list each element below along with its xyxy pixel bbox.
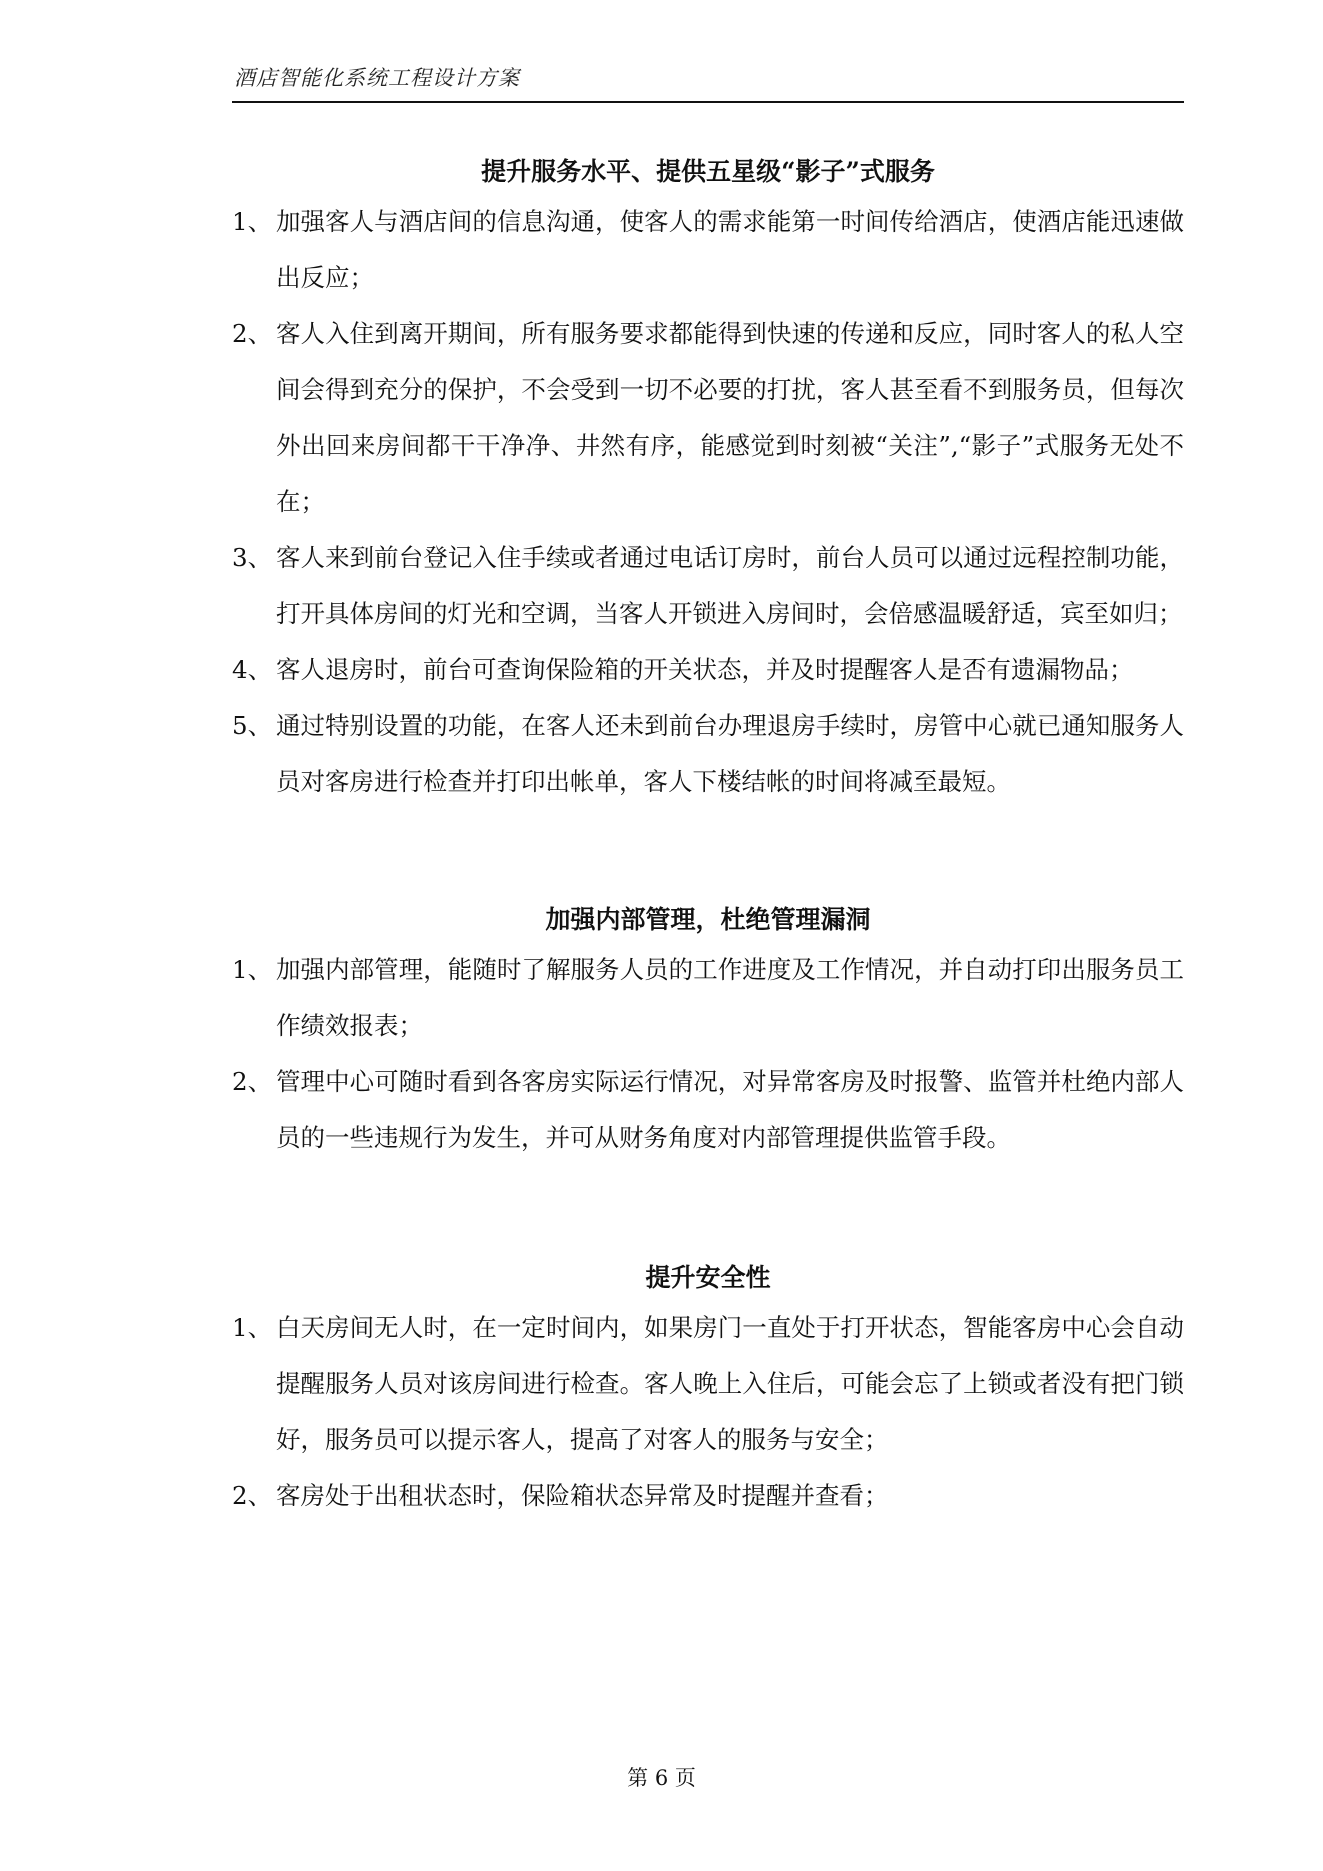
item-number: 1、 [232,955,273,984]
list-item [232,642,1184,698]
section-management [232,898,1184,1166]
item-text: 客房处于出租状态时，保险箱状态异常及时提醒并查看； [276,1481,889,1510]
item-text: 加强客人与酒店间的信息沟通，使客人的需求能第一时间传给酒店，使酒店能迅速做出反应； [276,207,1184,292]
list-item [232,1468,1184,1524]
list-item [232,306,1184,530]
item-text: 管理中心可随时看到各客房实际运行情况，对异常客房及时报警、监管并杜绝内部人员的一些违规行为发生，并可从财务角度对内部管理提供监管手段。 [276,1067,1184,1152]
document-header-title: 酒店智能化系统工程设计方案 [234,66,520,90]
item-number: 2、 [232,1067,273,1096]
section-heading: 提升安全性 [645,1263,771,1292]
list-item [232,698,1184,810]
item-list [232,942,1184,1166]
item-text: 白天房间无人时，在一定时间内，如果房门一直处于打开状态，智能客房中心会自动提醒服务人员对该房间进行检查。客人晚上入住后，可能会忘了上锁或者没有把门锁好，服务员可以提示客人，提高了对客人的服务与安全； [276,1313,1184,1454]
item-text: 客人来到前台登记入住手续或者通过电话订房时，前台人员可以通过远程控制功能，打开具体房间的灯光和空调，当客人开锁进入房间时，会倍感温暖舒适，宾至如归； [276,543,1184,628]
item-number: 2、 [232,319,273,348]
section-heading: 提升服务水平、提供五星级“影子”式服务 [481,157,935,186]
section-security [232,1256,1184,1524]
item-text: 通过特别设置的功能，在客人还未到前台办理退房手续时，房管中心就已通知服务人员对客房进行检查并打印出帐单，客人下楼结帐的时间将减至最短。 [276,711,1184,796]
section-service [232,150,1184,810]
item-number: 3、 [232,543,273,572]
list-item [232,1300,1184,1468]
item-number: 1、 [232,1313,273,1342]
list-item [232,942,1184,1054]
list-item [232,194,1184,306]
list-item [232,1054,1184,1166]
item-list [232,1300,1184,1524]
section-heading: 加强内部管理，杜绝管理漏洞 [545,905,871,934]
item-number: 2、 [232,1481,273,1510]
item-number: 5、 [232,711,273,740]
item-text: 客人入住到离开期间，所有服务要求都能得到快速的传递和反应，同时客人的私人空间会得到充分的保护，不会受到一切不必要的打扰，客人甚至看不到服务员，但每次外出回来房间都干干净净、井然有序，能感觉到时刻被“关注”,“影子”式服务无处不在； [276,319,1184,516]
item-number: 4、 [232,655,273,684]
section-spacer [232,1166,1184,1256]
item-list [232,194,1184,810]
item-number: 1、 [232,207,273,236]
section-spacer [232,810,1184,898]
item-text: 客人退房时，前台可查询保险箱的开关状态，并及时提醒客人是否有遗漏物品； [276,655,1134,684]
document-body [232,150,1184,1524]
page-number: 第 6 页 [627,1766,696,1790]
list-item [232,530,1184,642]
header-divider [232,101,1184,103]
item-text: 加强内部管理，能随时了解服务人员的工作进度及工作情况，并自动打印出服务员工作绩效报表； [276,955,1184,1040]
